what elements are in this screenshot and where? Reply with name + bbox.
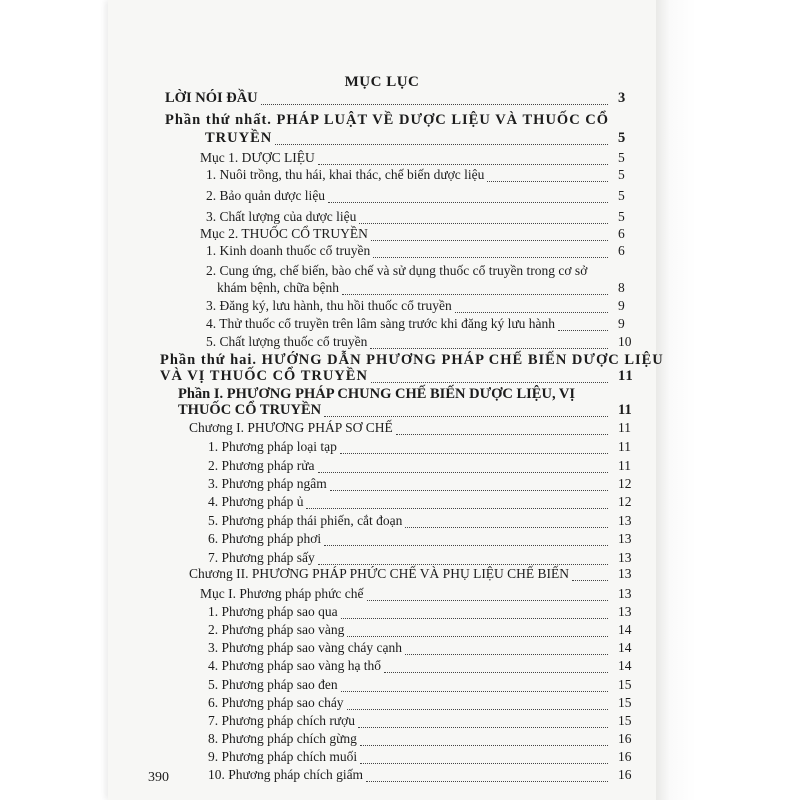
toc-entry-text: 6. Phương pháp phơi — [208, 531, 322, 546]
toc-title: MỤC LỤC — [344, 74, 420, 90]
toc-entry-text: 3. Chất lượng của dược liệu — [206, 209, 357, 224]
toc-page-number: 13 — [618, 586, 632, 601]
toc-entry — [208, 550, 632, 566]
toc-leader-dots — [324, 545, 608, 546]
toc-entry-text: 5. Chất lượng thuốc cổ truyền — [206, 334, 368, 349]
toc-entry-text: Mục 2. THUỐC CỔ TRUYỀN — [200, 226, 368, 241]
toc-entry — [208, 749, 632, 765]
toc-leader-dots — [373, 257, 608, 258]
toc-leader-dots — [318, 472, 608, 473]
toc-leader-dots — [371, 382, 608, 383]
toc-page-number: 9 — [618, 316, 625, 331]
toc-entry — [208, 476, 632, 492]
toc-page-number: 10 — [618, 334, 632, 349]
toc-entry-text: 2. Phương pháp sao vàng — [208, 622, 345, 637]
toc-entry-text: VÀ VỊ THUỐC CỔ TRUYỀN — [160, 368, 368, 384]
toc-leader-dots — [340, 453, 608, 454]
toc-leader-dots — [328, 202, 608, 203]
toc-entry — [208, 767, 632, 783]
toc-leader-dots — [370, 348, 608, 349]
toc-entry — [208, 677, 632, 693]
toc-page-number: 5 — [618, 167, 625, 182]
toc-page-number: 11 — [618, 439, 631, 454]
toc-entry — [206, 209, 625, 225]
toc-entry — [206, 316, 625, 332]
toc-page-number: 5 — [618, 209, 625, 224]
toc-entry-text: 5. Phương pháp sao đen — [208, 677, 338, 692]
toc-leader-dots — [405, 527, 608, 528]
toc-entry-text: LỜI NÓI ĐẦU — [165, 90, 258, 106]
toc-entry — [208, 713, 632, 729]
toc-page-number: 11 — [618, 402, 632, 418]
toc-entry — [208, 494, 632, 510]
toc-entry — [160, 368, 634, 384]
toc-leader-dots — [487, 181, 608, 182]
toc-page-number: 15 — [618, 695, 632, 710]
toc-entry-text: 1. Phương pháp sao qua — [208, 604, 338, 619]
toc-leader-dots — [558, 330, 608, 331]
toc-entry-text: 2. Phương pháp rửa — [208, 458, 315, 473]
toc-entry — [165, 112, 609, 128]
toc-page-number: 12 — [618, 476, 632, 491]
toc-page-number: 15 — [618, 677, 632, 692]
toc-entry-text: 2. Cung ứng, chế biến, bào chế và sử dụng thuốc cổ truyền trong cơ sở — [206, 263, 588, 278]
toc-page-number: 14 — [618, 658, 632, 673]
toc-entry-text: Mục 1. DƯỢC LIỆU — [200, 150, 315, 165]
toc-page-number: 5 — [618, 130, 627, 146]
book-gutter — [656, 0, 800, 800]
toc-entry-text: 1. Nuôi trồng, thu hái, khai thác, chế biến dược liệu — [206, 167, 485, 182]
toc-entry-text: 2. Bảo quản dược liệu — [206, 188, 326, 203]
toc-entry-text: 9. Phương pháp chích muối — [208, 749, 358, 764]
toc-leader-dots — [318, 564, 608, 565]
toc-entry-text: 6. Phương pháp sao cháy — [208, 695, 344, 710]
toc-entry-text: Phần thứ hai. HƯỚNG DẪN PHƯƠNG PHÁP CHẾ BIẾN DƯỢC LIỆU — [160, 352, 664, 368]
toc-page-number: 13 — [618, 566, 632, 581]
toc-entry-text: 7. Phương pháp sấy — [208, 550, 315, 565]
toc-page-number: 6 — [618, 226, 625, 241]
toc-entry-text: 8. Phương pháp chích gừng — [208, 731, 357, 746]
toc-leader-dots — [366, 781, 608, 782]
toc-page-number: 13 — [618, 550, 632, 565]
toc-entry — [160, 352, 664, 368]
toc-entry-text: Phần I. PHƯƠNG PHÁP CHUNG CHẾ BIẾN DƯỢC LIỆU, VỊ — [178, 386, 576, 402]
toc-leader-dots — [275, 144, 608, 145]
toc-page-number: 3 — [618, 90, 626, 106]
toc-entry-text: khám bệnh, chữa bệnh — [217, 280, 340, 295]
page-number: 390 — [148, 770, 169, 785]
toc-entry — [208, 531, 632, 547]
toc-leader-dots — [572, 580, 608, 581]
toc-entry-text: 4. Thử thuốc cổ truyền trên lâm sàng trước khi đăng ký lưu hành — [206, 316, 556, 331]
toc-leader-dots — [318, 164, 608, 165]
toc-entry — [189, 420, 631, 436]
toc-leader-dots — [347, 709, 608, 710]
toc-leader-dots — [306, 508, 608, 509]
toc-entry — [206, 263, 587, 279]
toc-page-number: 13 — [618, 531, 632, 546]
toc-entry — [206, 167, 625, 183]
toc-entry — [200, 150, 625, 166]
toc-leader-dots — [330, 490, 608, 491]
toc-entry — [208, 695, 632, 711]
toc-entry-text: 10. Phương pháp chích giấm — [208, 767, 364, 782]
toc-entry-text: 4. Phương pháp sao vàng hạ thổ — [208, 658, 382, 673]
toc-leader-dots — [358, 727, 608, 728]
toc-entry-text: 3. Phương pháp ngâm — [208, 476, 327, 491]
toc-entry — [208, 622, 632, 638]
toc-entry-text: THUỐC CỔ TRUYỀN — [178, 402, 322, 418]
toc-entry — [189, 566, 632, 582]
toc-entry-text: Mục I. Phương pháp phức chế — [200, 586, 364, 601]
toc-page-number: 12 — [618, 494, 632, 509]
toc-entry — [208, 604, 632, 620]
toc-page-number: 5 — [618, 150, 625, 165]
toc-leader-dots — [347, 636, 608, 637]
toc-entry-text: 3. Đăng ký, lưu hành, thu hồi thuốc cổ truyền — [206, 298, 452, 313]
toc-leader-dots — [360, 745, 608, 746]
toc-page-number: 6 — [618, 243, 625, 258]
toc-entry-text: 1. Phương pháp loại tạp — [208, 439, 337, 454]
toc-leader-dots — [341, 618, 608, 619]
toc-entry — [208, 513, 632, 529]
toc-entry — [206, 334, 632, 350]
toc-entry — [206, 188, 625, 204]
toc-entry — [205, 130, 627, 146]
toc-entry — [206, 243, 625, 259]
toc-entry — [206, 298, 625, 314]
toc-leader-dots — [359, 223, 608, 224]
toc-page-number: 11 — [618, 368, 634, 384]
toc-leader-dots — [384, 672, 608, 673]
toc-page-number: 11 — [618, 420, 631, 435]
toc-page-number: 13 — [618, 604, 632, 619]
toc-page-number: 16 — [618, 731, 632, 746]
toc-entry-text: Chương II. PHƯƠNG PHÁP PHỨC CHẾ VÀ PHỤ LIỆU CHẾ BIẾN — [189, 566, 570, 581]
toc-page-number: 16 — [618, 749, 632, 764]
toc-page-number: 11 — [618, 458, 631, 473]
toc-entry — [208, 439, 631, 455]
toc-entry — [208, 458, 631, 474]
toc-page-number: 9 — [618, 298, 625, 313]
toc-page-number: 14 — [618, 640, 632, 655]
toc-entry — [178, 402, 632, 418]
toc-leader-dots — [367, 600, 609, 601]
toc-entry — [208, 658, 632, 674]
toc-entry-text: Chương I. PHƯƠNG PHÁP SƠ CHẾ — [189, 420, 393, 435]
toc-page-number: 14 — [618, 622, 632, 637]
toc-leader-dots — [261, 104, 608, 105]
toc-page-number: 5 — [618, 188, 625, 203]
toc-entry — [200, 586, 632, 602]
toc-leader-dots — [324, 416, 608, 417]
toc-entry — [178, 386, 575, 402]
toc-page-number: 15 — [618, 713, 632, 728]
toc-entry — [208, 640, 632, 656]
toc-leader-dots — [405, 654, 608, 655]
toc-leader-dots — [342, 294, 608, 295]
toc-leader-dots — [360, 763, 608, 764]
toc-entry-text: 5. Phương pháp thái phiến, cắt đoạn — [208, 513, 403, 528]
toc-leader-dots — [341, 691, 608, 692]
toc-entry — [208, 731, 632, 747]
toc-entry-text: 1. Kinh doanh thuốc cổ truyền — [206, 243, 371, 258]
toc-entry-text: TRUYỀN — [205, 130, 273, 146]
toc-page-number: 13 — [618, 513, 632, 528]
toc-entry-text: 4. Phương pháp ủ — [208, 494, 304, 509]
toc-entry — [165, 90, 626, 106]
toc-leader-dots — [371, 240, 608, 241]
toc-leader-dots — [455, 312, 608, 313]
toc-entry-text: Phần thứ nhất. PHÁP LUẬT VỀ DƯỢC LIỆU VÀ THUỐC CỔ — [165, 112, 610, 128]
toc-leader-dots — [396, 434, 608, 435]
toc-entry-text: 3. Phương pháp sao vàng cháy cạnh — [208, 640, 403, 655]
toc-entry — [217, 280, 625, 296]
toc-entry — [200, 226, 625, 242]
toc-entry-text: 7. Phương pháp chích rượu — [208, 713, 356, 728]
toc-page-number: 16 — [618, 767, 632, 782]
toc-page-number: 8 — [618, 280, 625, 295]
